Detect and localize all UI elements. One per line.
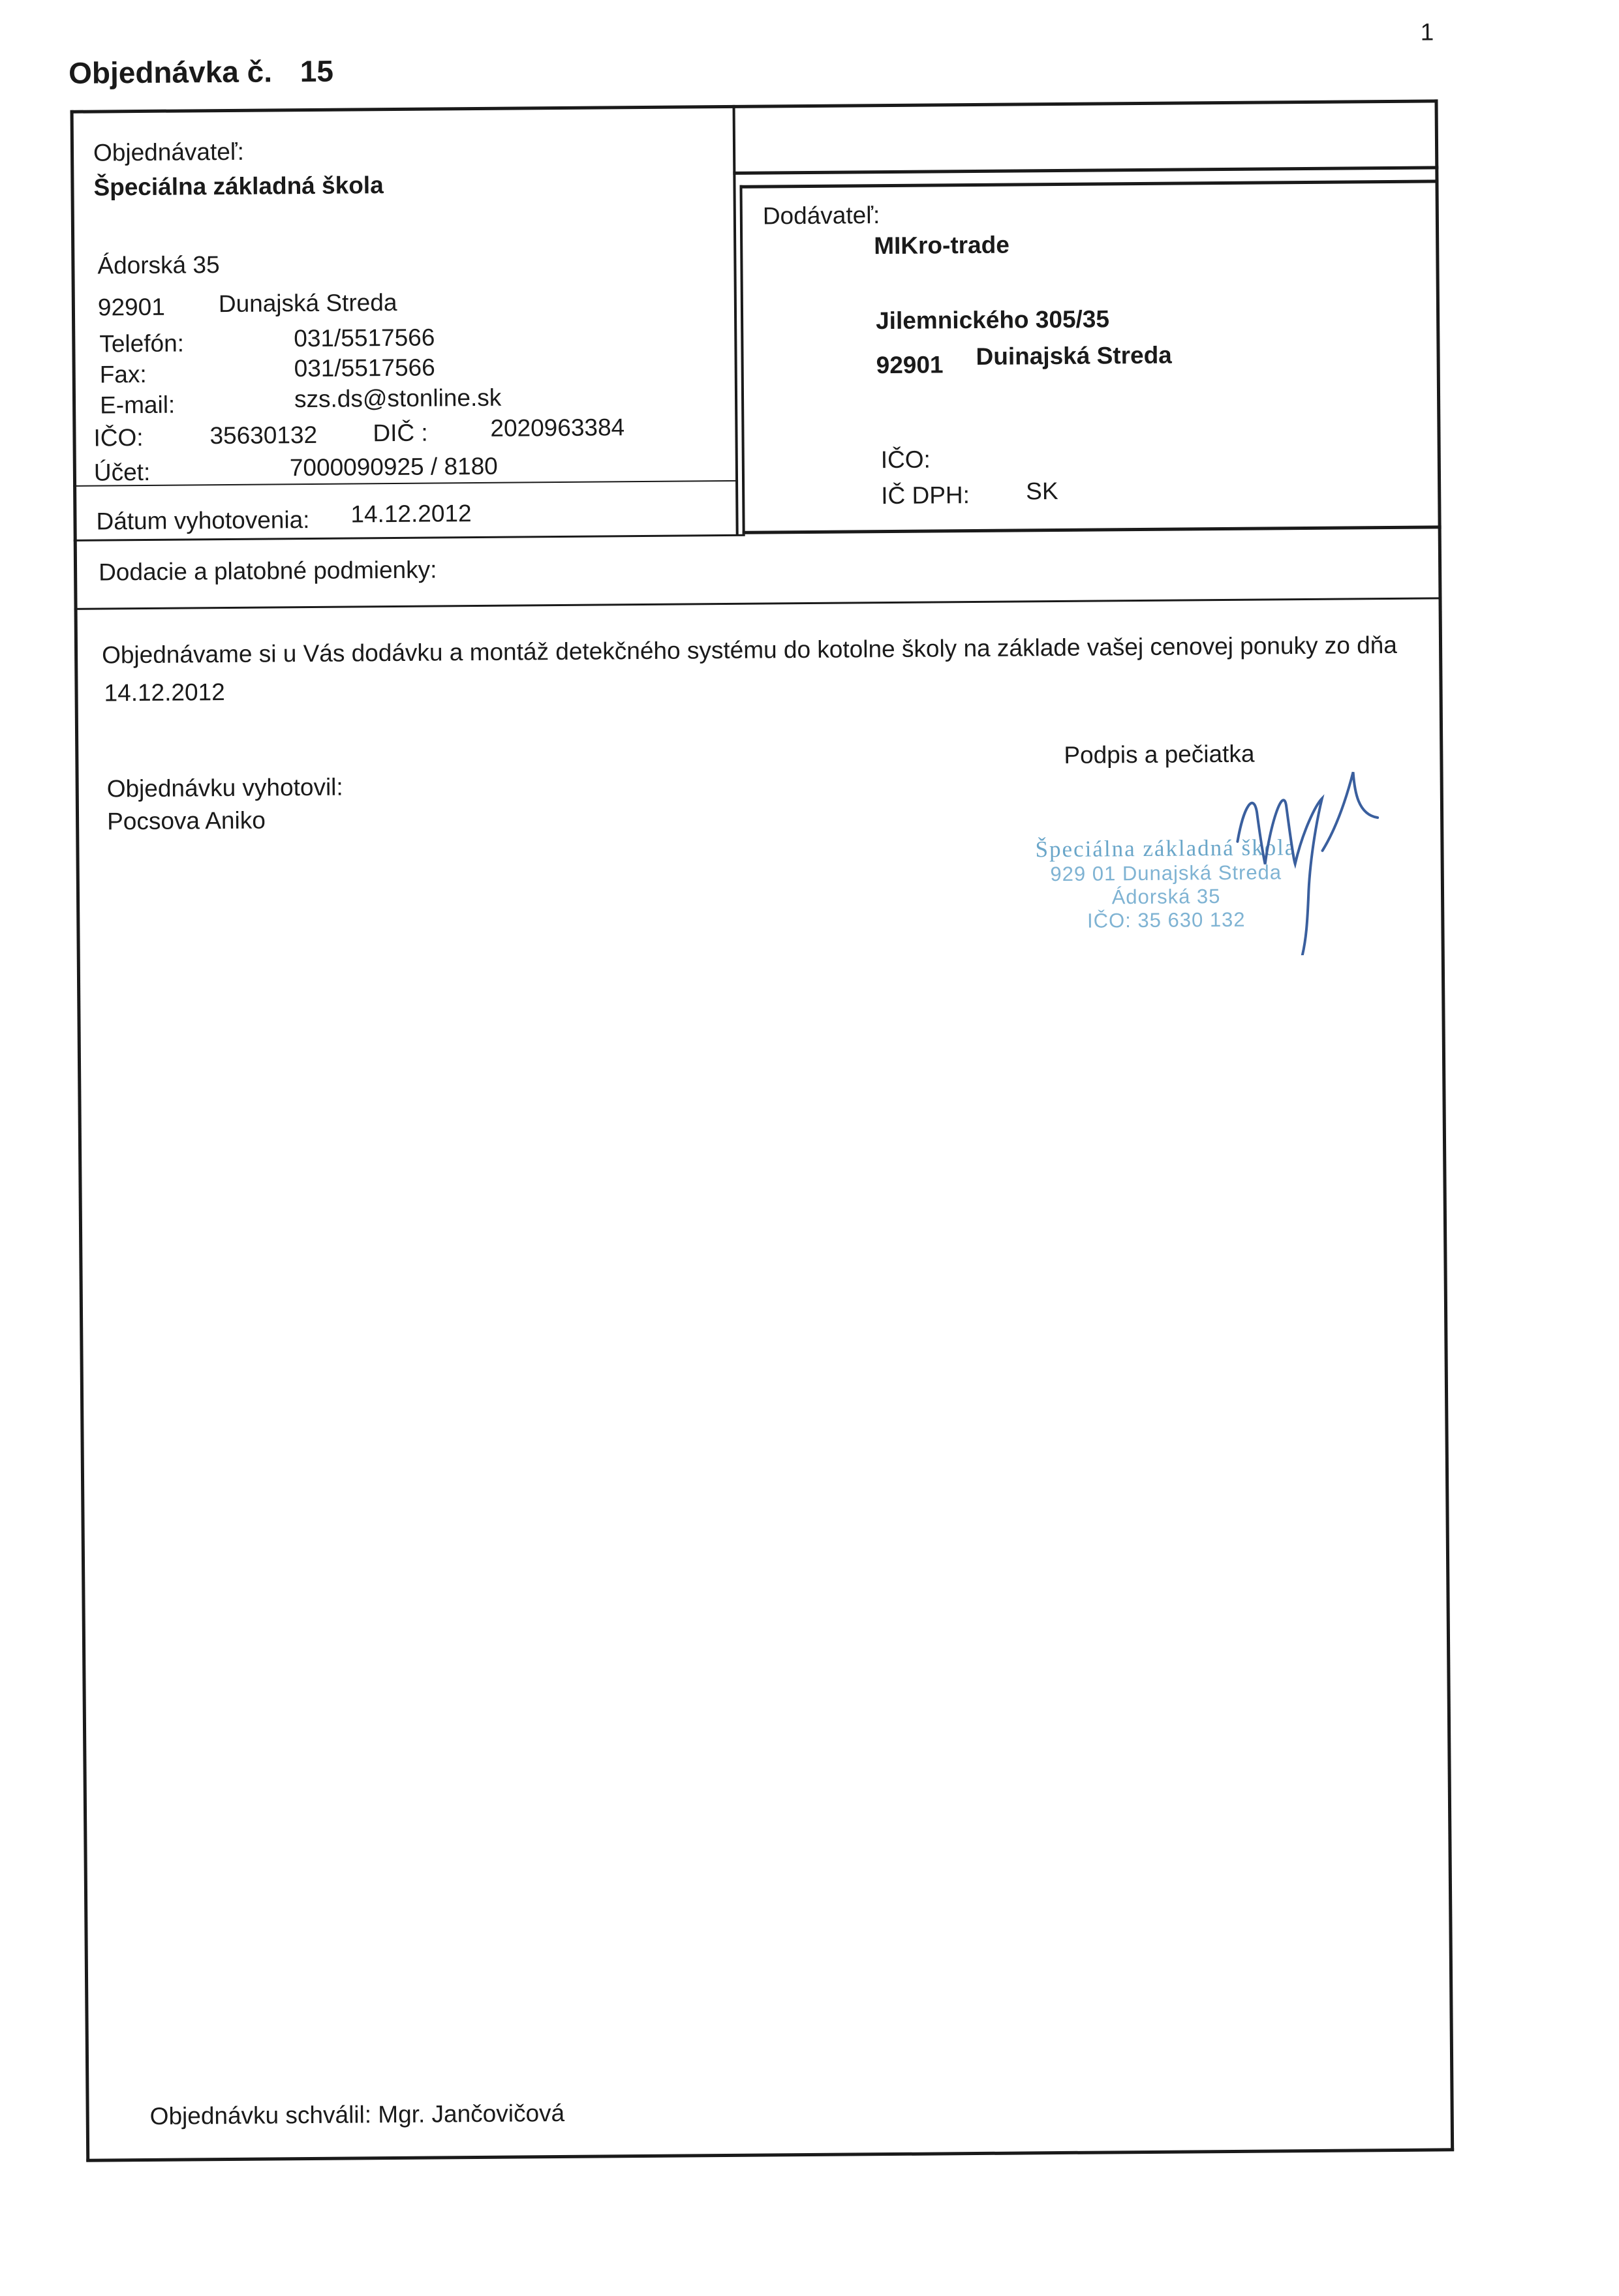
cell-divider-top-right [733, 166, 1438, 174]
stamp-line3: Ádorská 35 [1111, 885, 1221, 909]
title-text: Objednávka č. [68, 54, 273, 90]
buyer-ico-label: IČO: [93, 423, 144, 452]
prepared-by-label: Objednávku vyhotovil: [106, 773, 343, 803]
supplier-box-bottom [743, 525, 1442, 534]
column-divider [733, 105, 739, 536]
supplier-name: MIKro-trade [874, 231, 1010, 260]
supplier-city: Duinajská Streda [976, 341, 1172, 370]
buyer-dic-label: DIČ : [373, 419, 428, 447]
buyer-fax-label: Fax: [99, 360, 147, 388]
supplier-box-left [739, 185, 745, 534]
supplier-street: Jilemnického 305/35 [875, 305, 1110, 335]
supplier-box-top [739, 179, 1438, 188]
buyer-street: Ádorská 35 [97, 251, 220, 279]
page-title [69, 54, 333, 91]
signature-scribble [1224, 765, 1389, 956]
stamp-line1: Špeciálna základná škola [1035, 834, 1297, 863]
date-value: 14.12.2012 [350, 500, 472, 528]
order-number: 15 [300, 54, 334, 89]
terms-label: Dodacie a platobné podmienky: [98, 556, 437, 586]
supplier-ico-label: IČO: [880, 446, 931, 474]
buyer-fax: 031/5517566 [294, 354, 435, 382]
approved-by: Objednávku schválil: Mgr. Jančovičová [149, 2099, 565, 2130]
frame-right [1434, 99, 1454, 2151]
order-text-line2: 14.12.2012 [104, 679, 225, 707]
supplier-icdph-label: IČ DPH: [881, 482, 970, 510]
buyer-name: Špeciálna základná škola [93, 172, 384, 201]
terms-row-bottom [74, 597, 1442, 609]
stamp-line4: IČO: 35 630 132 [1087, 908, 1246, 932]
page-number: 1 [1420, 18, 1434, 46]
frame-bottom [86, 2148, 1454, 2162]
supplier-icdph: SK [1026, 477, 1058, 505]
buyer-label: Objednávateľ: [93, 138, 245, 166]
frame-top [70, 99, 1438, 113]
prepared-by-name: Pocsova Aniko [106, 806, 266, 835]
buyer-email-label: E-mail: [99, 391, 176, 419]
supplier-zip: 92901 [876, 351, 944, 379]
order-text-line1: Objednávame si u Vás dodávku a montáž detekčného systému do kotolne školy na základe vašej cenovej ponuky zo dňa [101, 631, 1398, 669]
buyer-dic: 2020963384 [490, 414, 625, 442]
buyer-account: 7000090925 / 8180 [289, 452, 498, 482]
date-label: Dátum vyhotovenia: [96, 506, 310, 535]
date-row-bottom [74, 534, 745, 542]
date-row-top [73, 480, 738, 487]
supplier-label: Dodávateľ: [762, 202, 880, 230]
stamp-line2: 929 01 Dunajská Streda [1050, 861, 1282, 886]
buyer-email: szs.ds@stonline.sk [294, 384, 502, 413]
signature-label: Podpis a pečiatka [1064, 740, 1255, 769]
buyer-ico: 35630132 [209, 421, 318, 450]
frame-left [70, 110, 90, 2162]
buyer-city: Dunajská Streda [218, 288, 397, 318]
buyer-phone-label: Telefón: [99, 329, 185, 358]
buyer-account-label: Účet: [93, 458, 151, 486]
buyer-zip: 92901 [97, 293, 165, 321]
buyer-phone: 031/5517566 [294, 324, 435, 352]
